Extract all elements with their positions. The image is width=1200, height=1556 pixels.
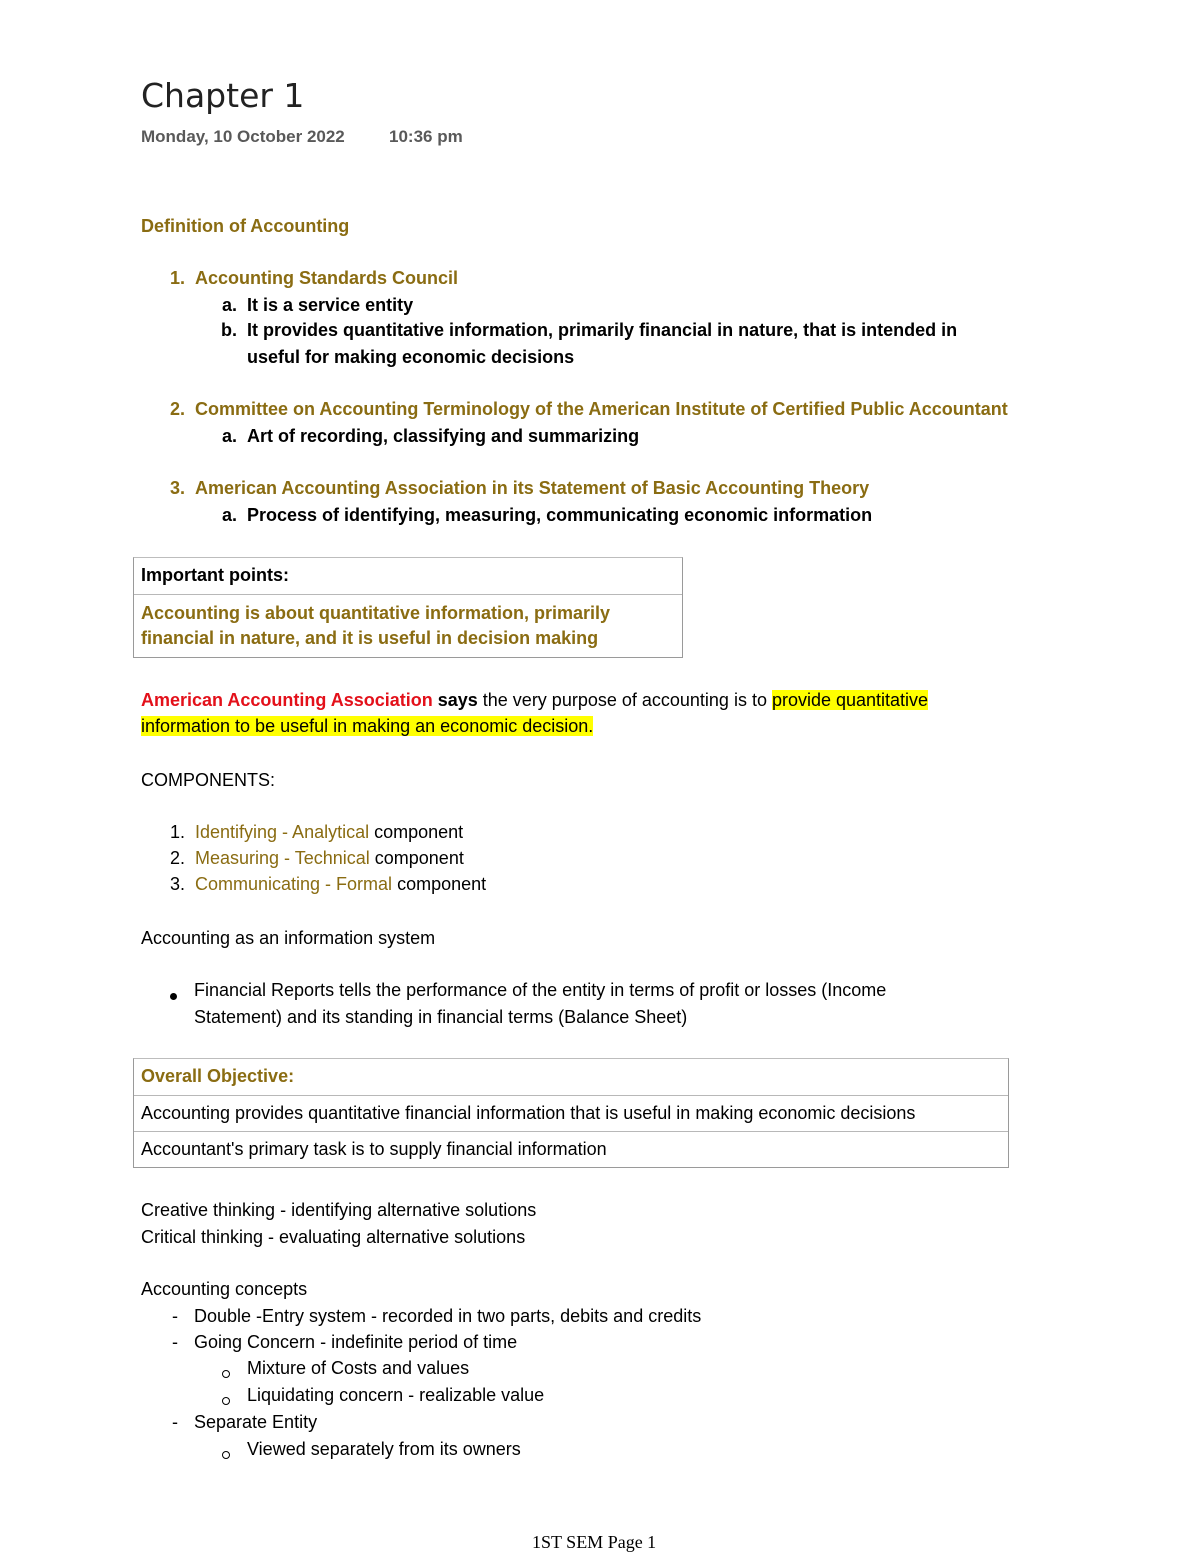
component-suffix: component <box>369 822 464 842</box>
component-item-1 <box>155 822 463 843</box>
purpose-says: says <box>437 690 478 710</box>
overall-objective-heading: Overall Objective: <box>141 1066 295 1086</box>
component-name: Communicating - Formal <box>195 874 393 894</box>
important-points-box <box>133 557 683 658</box>
circle-bullet-icon <box>222 1444 230 1465</box>
component-suffix: component <box>392 874 487 894</box>
component-name: Identifying - Analytical <box>195 822 370 842</box>
definition-item-3a <box>207 505 872 526</box>
sub-text: It is a service entity <box>247 295 414 315</box>
definition-item-1-label: Accounting Standards Council <box>195 268 459 288</box>
definition-item-1a <box>207 295 413 316</box>
definition-item-3 <box>155 478 869 499</box>
definition-item-1b-cont: useful for making economic decisions <box>247 347 575 367</box>
definition-heading: Definition of Accounting <box>141 216 350 236</box>
circle-bullet-icon <box>222 1390 230 1411</box>
overall-objective-box <box>133 1058 1009 1168</box>
sub-text: Process of identifying, measuring, communicating economic information <box>247 505 873 525</box>
component-item-3 <box>155 874 486 895</box>
concept-subitem-mixture: Mixture of Costs and values <box>247 1358 470 1378</box>
purpose-line-2 <box>141 716 593 737</box>
component-number: 2. <box>169 848 185 868</box>
component-name: Measuring - Technical <box>195 848 370 868</box>
page-title: Chapter 1 <box>141 76 305 115</box>
definition-item-2-number: 2. <box>169 399 185 419</box>
creative-thinking: Creative thinking - identifying alternative solutions <box>141 1200 537 1220</box>
component-number: 1. <box>169 822 185 842</box>
info-system-bullet-line-2: Statement) and its standing in financial terms (Balance Sheet) <box>194 1007 688 1027</box>
dash-icon: - <box>172 1306 178 1326</box>
purpose-org: American Accounting Association <box>141 690 433 710</box>
component-number: 3. <box>169 874 185 894</box>
definition-item-3-label: American Accounting Association in its Statement of Basic Accounting Theory <box>195 478 870 498</box>
concept-subitem-viewed: Viewed separately from its owners <box>247 1439 521 1459</box>
definition-item-1 <box>155 268 458 289</box>
page-footer: 1ST SEM Page 1 <box>532 1532 657 1552</box>
overall-objective-row-1: Accounting provides quantitative financial information that is useful in making economic decisions <box>134 1095 1008 1131</box>
sub-letter: a. <box>221 505 237 525</box>
definition-item-2-label: Committee on Accounting Terminology of the American Institute of Certified Public Accountant <box>195 399 1008 419</box>
purpose-mid: the very purpose of accounting is to <box>477 690 772 710</box>
concepts-heading: Accounting concepts <box>141 1279 308 1299</box>
concept-item-going-concern: Going Concern - indefinite period of time <box>194 1332 518 1352</box>
sub-text: It provides quantitative information, primarily financial in nature, that is intended in <box>247 320 958 340</box>
component-suffix: component <box>369 848 464 868</box>
info-system-bullet-line-1: Financial Reports tells the performance of the entity in terms of profit or losses (Income <box>194 980 887 1000</box>
bullet-icon <box>170 985 177 1006</box>
sub-letter: a. <box>221 295 237 315</box>
important-points-body <box>134 594 682 656</box>
page-date: Monday, 10 October 2022 <box>141 127 345 146</box>
important-points-line-2: financial in nature, and it is useful in decision making <box>141 628 599 648</box>
overall-objective-row-2: Accountant's primary task is to supply financial information <box>134 1131 1008 1167</box>
definition-item-1-number: 1. <box>169 268 185 288</box>
sub-text: Art of recording, classifying and summarizing <box>247 426 640 446</box>
dash-icon: - <box>172 1332 178 1352</box>
dash-icon: - <box>172 1412 178 1432</box>
components-heading: COMPONENTS: <box>141 770 276 790</box>
circle-bullet-icon <box>222 1363 230 1384</box>
definition-item-2a <box>207 426 639 447</box>
page-time: 10:36 pm <box>389 127 463 146</box>
concept-item-double-entry: Double -Entry system - recorded in two parts, debits and credits <box>194 1306 702 1326</box>
important-points-line-1: Accounting is about quantitative information, primarily <box>141 603 611 623</box>
sub-letter: a. <box>221 426 237 446</box>
concept-subitem-liquidating: Liquidating concern - realizable value <box>247 1385 545 1405</box>
concept-item-separate-entity: Separate Entity <box>194 1412 318 1432</box>
purpose-highlight-2: information to be useful in making an economic decision. <box>141 716 594 736</box>
info-system-heading: Accounting as an information system <box>141 928 436 948</box>
definition-item-3-number: 3. <box>169 478 185 498</box>
critical-thinking: Critical thinking - evaluating alternative solutions <box>141 1227 526 1247</box>
purpose-line-1 <box>141 690 928 711</box>
purpose-highlight-1: provide quantitative <box>771 690 929 710</box>
definition-item-2 <box>155 399 1008 420</box>
component-item-2 <box>155 848 464 869</box>
definition-item-1b <box>207 320 957 341</box>
important-points-heading: Important points: <box>141 565 289 585</box>
sub-letter: b. <box>221 320 237 340</box>
